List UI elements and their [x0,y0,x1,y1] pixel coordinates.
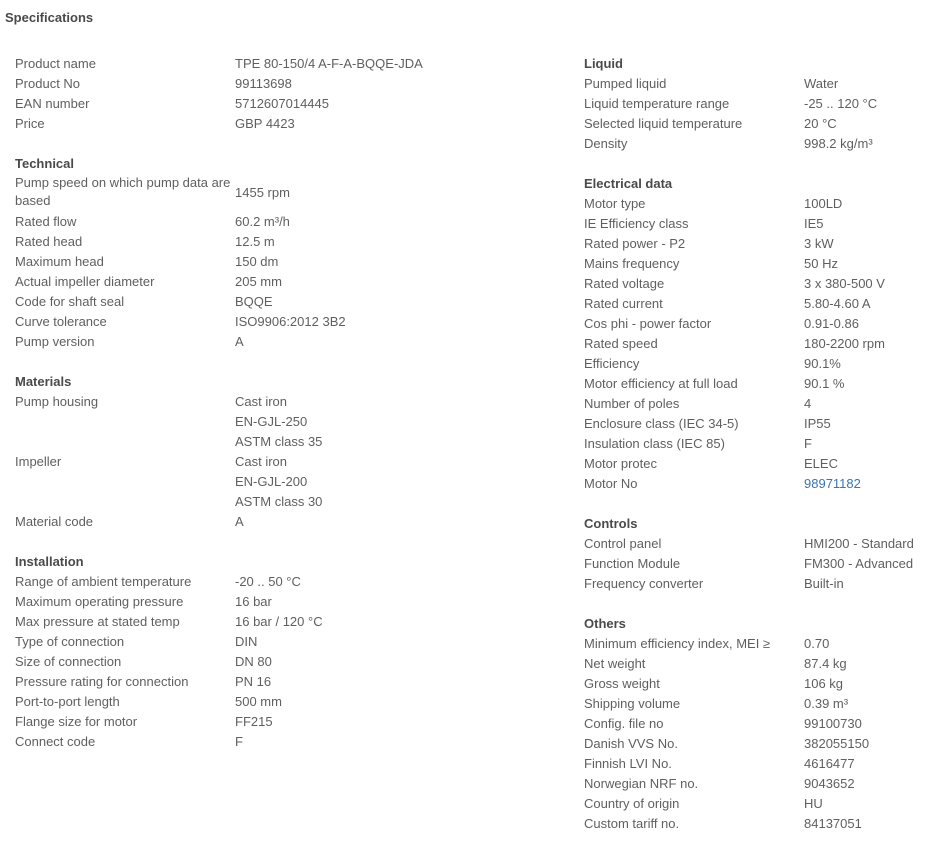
spec-row [15,452,560,512]
section-heading: Others [584,616,626,631]
spec-value: Built-in [804,576,844,591]
spec-label: Maximum operating pressure [15,594,184,609]
spec-label: Impeller [15,454,62,469]
spec-label: Motor No [584,476,638,491]
spec-row [584,334,924,354]
spec-label: Pump speed on which pump data are based [15,175,231,208]
spec-label: Shipping volume [584,696,681,711]
spec-value: HU [804,796,823,811]
spec-row [584,274,924,294]
section-others [584,614,924,834]
spec-row [15,572,560,592]
spec-label: Number of poles [584,396,680,411]
spec-row [584,634,924,654]
spec-row [15,312,560,332]
spec-label: Minimum efficiency index, MEI ≥ [584,636,771,651]
spec-value: A [235,514,244,529]
spec-value: F [235,734,243,749]
spec-row [584,654,924,674]
spec-label: Frequency converter [584,576,704,591]
spec-label: Actual impeller diameter [15,274,155,289]
spec-value: A [235,334,244,349]
spec-row [584,94,924,114]
spec-row [584,214,924,234]
spec-value-link[interactable]: 98971182 [804,476,861,491]
section-heading: Liquid [584,56,623,71]
spec-row [15,392,560,452]
spec-label: Rated voltage [584,276,665,291]
spec-label: Rated speed [584,336,658,351]
spec-label: EAN number [15,96,90,111]
spec-value: EN-GJL-200 [235,474,308,489]
section-heading: Technical [15,156,75,171]
spec-value: BQQE [235,294,273,309]
spec-row [584,74,924,94]
spec-label: Motor protec [584,456,657,471]
spec-value: -25 .. 120 °C [804,96,878,111]
spec-value: 0.70 [804,636,830,651]
spec-label: Pump housing [15,394,99,409]
spec-value: 106 kg [804,676,844,691]
spec-row [15,74,560,94]
spec-value: ASTM class 30 [235,494,323,509]
spec-value: DN 80 [235,654,272,669]
spec-values [235,392,560,452]
spec-row [15,94,560,114]
spec-value: 5712607014445 [235,96,329,111]
spec-label: Product name [15,56,96,71]
spec-row [584,714,924,734]
spec-value: ASTM class 35 [235,434,323,449]
spec-label: Code for shaft seal [15,294,125,309]
spec-row [15,212,560,232]
spec-row [584,574,924,594]
section-materials [15,372,560,532]
spec-value: 99113698 [235,76,292,91]
spec-row [584,694,924,714]
spec-label: Config. file no [584,716,664,731]
spec-value: 205 mm [235,274,282,289]
spec-label: Price [15,116,45,131]
spec-value: 4 [804,396,812,411]
spec-value: 9043652 [804,776,855,791]
spec-value: ELEC [804,456,838,471]
spec-value: ISO9906:2012 3B2 [235,314,346,329]
spec-row [15,272,560,292]
spec-label: Rated power - P2 [584,236,686,251]
spec-row [584,754,924,774]
spec-row [584,794,924,814]
spec-row [15,612,560,632]
spec-value: TPE 80-150/4 A-F-A-BQQE-JDA [235,56,423,71]
section-controls [584,514,924,594]
spec-value: -20 .. 50 °C [235,574,301,589]
spec-value: 90.1 % [804,376,845,391]
spec-value: 3 x 380-500 V [804,276,885,291]
spec-label: Efficiency [584,356,640,371]
spec-label: Pumped liquid [584,76,667,91]
spec-label: IE Efficiency class [584,216,689,231]
spec-value: 3 kW [804,236,834,251]
spec-value: 0.91-0.86 [804,316,859,331]
spec-row [584,474,924,494]
spec-value: 180-2200 rpm [804,336,885,351]
spec-row [15,54,560,74]
spec-value: 60.2 m³/h [235,214,290,229]
spec-value: 84137051 [804,816,862,831]
spec-value: 99100730 [804,716,862,731]
spec-row [584,534,924,554]
spec-label: Cos phi - power factor [584,316,712,331]
spec-label: Pump version [15,334,95,349]
spec-row [584,814,924,834]
spec-value: IE5 [804,216,824,231]
spec-row [584,734,924,754]
spec-row [584,354,924,374]
section-heading: Installation [15,554,84,569]
spec-value: FM300 - Advanced [804,556,914,571]
spec-value: EN-GJL-250 [235,414,308,429]
spec-value: 150 dm [235,254,279,269]
spec-row [15,292,560,312]
spec-value: 12.5 m [235,234,275,249]
page-title: Specifications [5,10,94,25]
section-electrical-data [584,174,924,494]
spec-row [15,174,560,212]
spec-value: 5.80-4.60 A [804,296,871,311]
spec-value: HMI200 - Standard [804,536,914,551]
spec-row [584,554,924,574]
spec-row [15,592,560,612]
spec-value: 50 Hz [804,256,838,271]
section-heading: Controls [584,516,638,531]
section-technical [15,154,560,352]
section-installation [15,552,560,752]
spec-value: 1455 rpm [235,185,290,200]
spec-row [15,732,560,752]
spec-label: Liquid temperature range [584,96,730,111]
spec-row [584,674,924,694]
section-heading: Electrical data [584,176,673,191]
spec-row [584,414,924,434]
spec-values [235,452,560,512]
spec-label: Control panel [584,536,662,551]
spec-label: Finnish LVI No. [584,756,672,771]
spec-label: Density [584,136,628,151]
spec-label: Port-to-port length [15,694,120,709]
spec-value: Water [804,76,839,91]
spec-label: Maximum head [15,254,104,269]
spec-label: Pressure rating for connection [15,674,189,689]
spec-row [584,374,924,394]
spec-value: FF215 [235,714,273,729]
spec-label: Net weight [584,656,646,671]
spec-label: Rated flow [15,214,77,229]
spec-row [15,692,560,712]
spec-label: Product No [15,76,81,91]
spec-row [15,672,560,692]
spec-value: GBP 4423 [235,116,295,131]
spec-value: IP55 [804,416,831,431]
spec-value: 90.1% [804,356,841,371]
spec-label: Flange size for motor [15,714,138,729]
section-heading: Materials [15,374,72,389]
spec-row [15,632,560,652]
spec-label: Material code [15,514,94,529]
spec-row [584,314,924,334]
spec-label: Insulation class (IEC 85) [584,436,725,451]
spec-label: Motor efficiency at full load [584,376,738,391]
spec-label: Type of connection [15,634,125,649]
spec-value: DIN [235,634,258,649]
spec-label: Mains frequency [584,256,680,271]
spec-value: 4616477 [804,756,855,771]
spec-value: 16 bar / 120 °C [235,614,323,629]
section-general [15,54,560,134]
spec-row [15,512,560,532]
spec-row [15,332,560,352]
spec-label: Motor type [584,196,646,211]
spec-value: 382055150 [804,736,870,751]
spec-row [15,232,560,252]
spec-row [15,652,560,672]
spec-row [584,254,924,274]
spec-value: 998.2 kg/m³ [804,136,873,151]
spec-label: Enclosure class (IEC 34-5) [584,416,739,431]
spec-row [584,394,924,414]
spec-row [584,774,924,794]
spec-row [584,134,924,154]
spec-label: Function Module [584,556,681,571]
spec-row [15,252,560,272]
spec-value: 16 bar [235,594,272,609]
spec-value: 500 mm [235,694,282,709]
spec-value: Cast iron [235,454,288,469]
spec-label: Gross weight [584,676,660,691]
spec-label: Country of origin [584,796,680,811]
spec-row [584,234,924,254]
spec-value: 0.39 m³ [804,696,849,711]
spec-label: Rated head [15,234,83,249]
spec-label: Rated current [584,296,663,311]
spec-label: Custom tariff no. [584,816,680,831]
spec-label: Connect code [15,734,96,749]
spec-label: Range of ambient temperature [15,574,192,589]
spec-label: Max pressure at stated temp [15,614,180,629]
spec-value: F [804,436,812,451]
section-liquid [584,54,924,154]
spec-row [584,114,924,134]
spec-row [15,712,560,732]
spec-label: Size of connection [15,654,122,669]
spec-row [584,434,924,454]
spec-value: PN 16 [235,674,272,689]
spec-label: Selected liquid temperature [584,116,743,131]
spec-row [15,114,560,134]
spec-row [584,294,924,314]
spec-value: 100LD [804,196,843,211]
spec-label: Curve tolerance [15,314,107,329]
spec-label: Norwegian NRF no. [584,776,699,791]
right-column [584,54,924,854]
left-column [15,54,560,772]
spec-row [584,194,924,214]
spec-value: 20 °C [804,116,837,131]
spec-row [584,454,924,474]
spec-value: 87.4 kg [804,656,847,671]
spec-label: Danish VVS No. [584,736,678,751]
spec-value: Cast iron [235,394,288,409]
